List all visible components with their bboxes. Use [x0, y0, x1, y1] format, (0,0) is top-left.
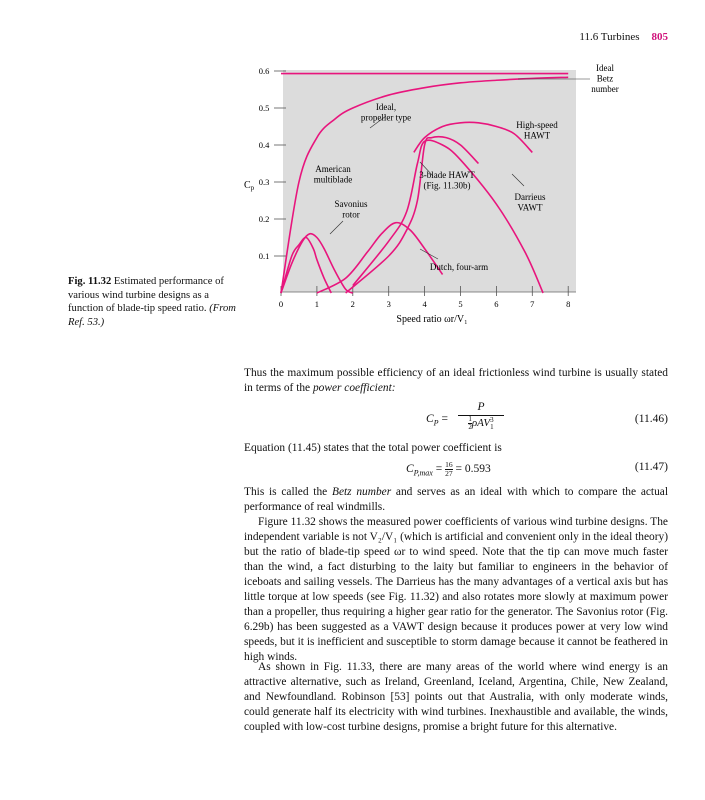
x-tick-label-4: 4 — [422, 299, 427, 309]
equation-number-11-46: (11.46) — [634, 413, 668, 425]
caption-source: (From Ref. 53.) — [68, 303, 236, 328]
eq-sign: = — [441, 413, 448, 425]
series-label-6: Darrieus VAWT — [514, 192, 546, 213]
series-label-7: High-speed HAWT — [516, 120, 558, 141]
figure-caption — [68, 275, 243, 329]
intro-paragraph — [244, 366, 668, 396]
series-label-2: American multiblade — [313, 164, 353, 185]
y-tick-label-0.1: 0.1 — [258, 251, 270, 261]
series-label-4: Dutch, four-arm — [429, 262, 489, 272]
x-tick-label-6: 6 — [494, 299, 499, 309]
eq-lhs-sub: P — [433, 418, 439, 428]
series-label-5: 3-blade HAWT (Fig. 11.30b) — [419, 170, 475, 191]
page-number: 805 — [651, 31, 668, 43]
y-tick-label-0.2: 0.2 — [258, 214, 270, 224]
eq-lhs: C — [426, 413, 434, 425]
y-tick-label-0.4: 0.4 — [258, 140, 270, 150]
eq2-lhs: C — [406, 463, 414, 476]
equation-11-47: $C_{P,max}$ = $\frac{16}{27}$ = 0.593 (11.47) — [406, 460, 668, 478]
y-tick-label-0.6: 0.6 — [258, 66, 270, 76]
y-axis-label: $C_p$ — [244, 180, 255, 192]
paragraph-wind-energy: As shown in Fig. 11.33, there are many areas of the world where wind energy is an attractive alternative, such as Ireland, Greenland, Iceland, Argentina, Chile, New Zealand, and Newfoundland. Robinson [53] points out that Australia, with only moderate winds, could generate half its electricity with wind turbines. Inexhaustible and available, the winds, coupled with low-cost turbine designs, promise a bright future for this alternative. — [244, 661, 668, 733]
x-tick-label-0: 0 — [278, 299, 284, 309]
eq2-lhs-sub: P,max — [413, 468, 433, 478]
x-tick-label-1: 1 — [314, 299, 320, 309]
y-tick-label-0.3: 0.3 — [258, 177, 270, 187]
betz-after: and serves as an ideal with which to compare the actual performance of real windmills. — [244, 486, 669, 513]
x-tick-label-3: 3 — [386, 299, 391, 309]
series-label-3: Savonius rotor — [334, 199, 368, 220]
paragraph-figure-discussion: Figure 11.32 shows the measured power coefficients of various wind turbine designs. The independent variable is not V₂/V₁ (which is artificial and convenient only in the ideal theory) but the ratio of blade-tip speed ωr to wind speed. Note that the tip can move much faster than the wind, a fact disturbing to the laity but familiar to engineers in the behavior of iceboats and sailing vessels. The Darrieus has the many advantages of a vertical axis but has little torque at low speeds (see Fig. 11.32) and also rotates more slowly at maximum power than a propeller, thus requiring a higher gear ratio for the generator. The Savonius rotor (Fig. 6.29b) has been suggested as a VAWT design because it produces power at very low wind speeds, but it is inefficient and susceptible to storm damage because it cannot be feathered in high winds. — [244, 516, 669, 663]
caption-label: Fig. 11.32 — [68, 276, 112, 287]
section-title: 11.6 Turbines — [579, 31, 640, 43]
betz-paragraph — [244, 485, 668, 515]
equation-number-11-47: (11.47) — [634, 461, 668, 473]
x-tick-label-7: 7 — [530, 299, 535, 309]
x-tick-label-5: 5 — [458, 299, 463, 309]
x-tick-label-2: 2 — [350, 299, 355, 309]
betz-before: This is called the — [244, 486, 328, 498]
y-tick-label-0.5: 0.5 — [258, 103, 270, 113]
mid-text: Equation (11.45) states that the total power coefficient is — [244, 442, 502, 454]
eq-denominator: $\frac{1}{2}$ ρAV 3 1 — [468, 415, 494, 431]
eq2-sign: = — [435, 463, 443, 476]
x-axis-title: Speed ratio ωr/V₁ — [396, 314, 468, 325]
equation-11-46 — [244, 401, 668, 443]
series-label-0: Ideal Betz number — [591, 63, 619, 94]
power-coefficient-term: power coefficient: — [312, 382, 396, 394]
eq-numerator: P — [458, 401, 504, 416]
series-label-1: Ideal, propeller type — [360, 102, 412, 123]
intro-text: Thus the maximum possible efficiency of an ideal frictionless wind turbine is usually stated in terms of the — [244, 367, 668, 394]
caption-text: Estimated performance of various wind turbine designs as a function of blade-tip speed ratio. — [68, 276, 224, 315]
eq2-value: = 0.593 — [455, 463, 491, 476]
betz-term: Betz number — [331, 486, 392, 498]
x-tick-label-8: 8 — [566, 299, 571, 309]
